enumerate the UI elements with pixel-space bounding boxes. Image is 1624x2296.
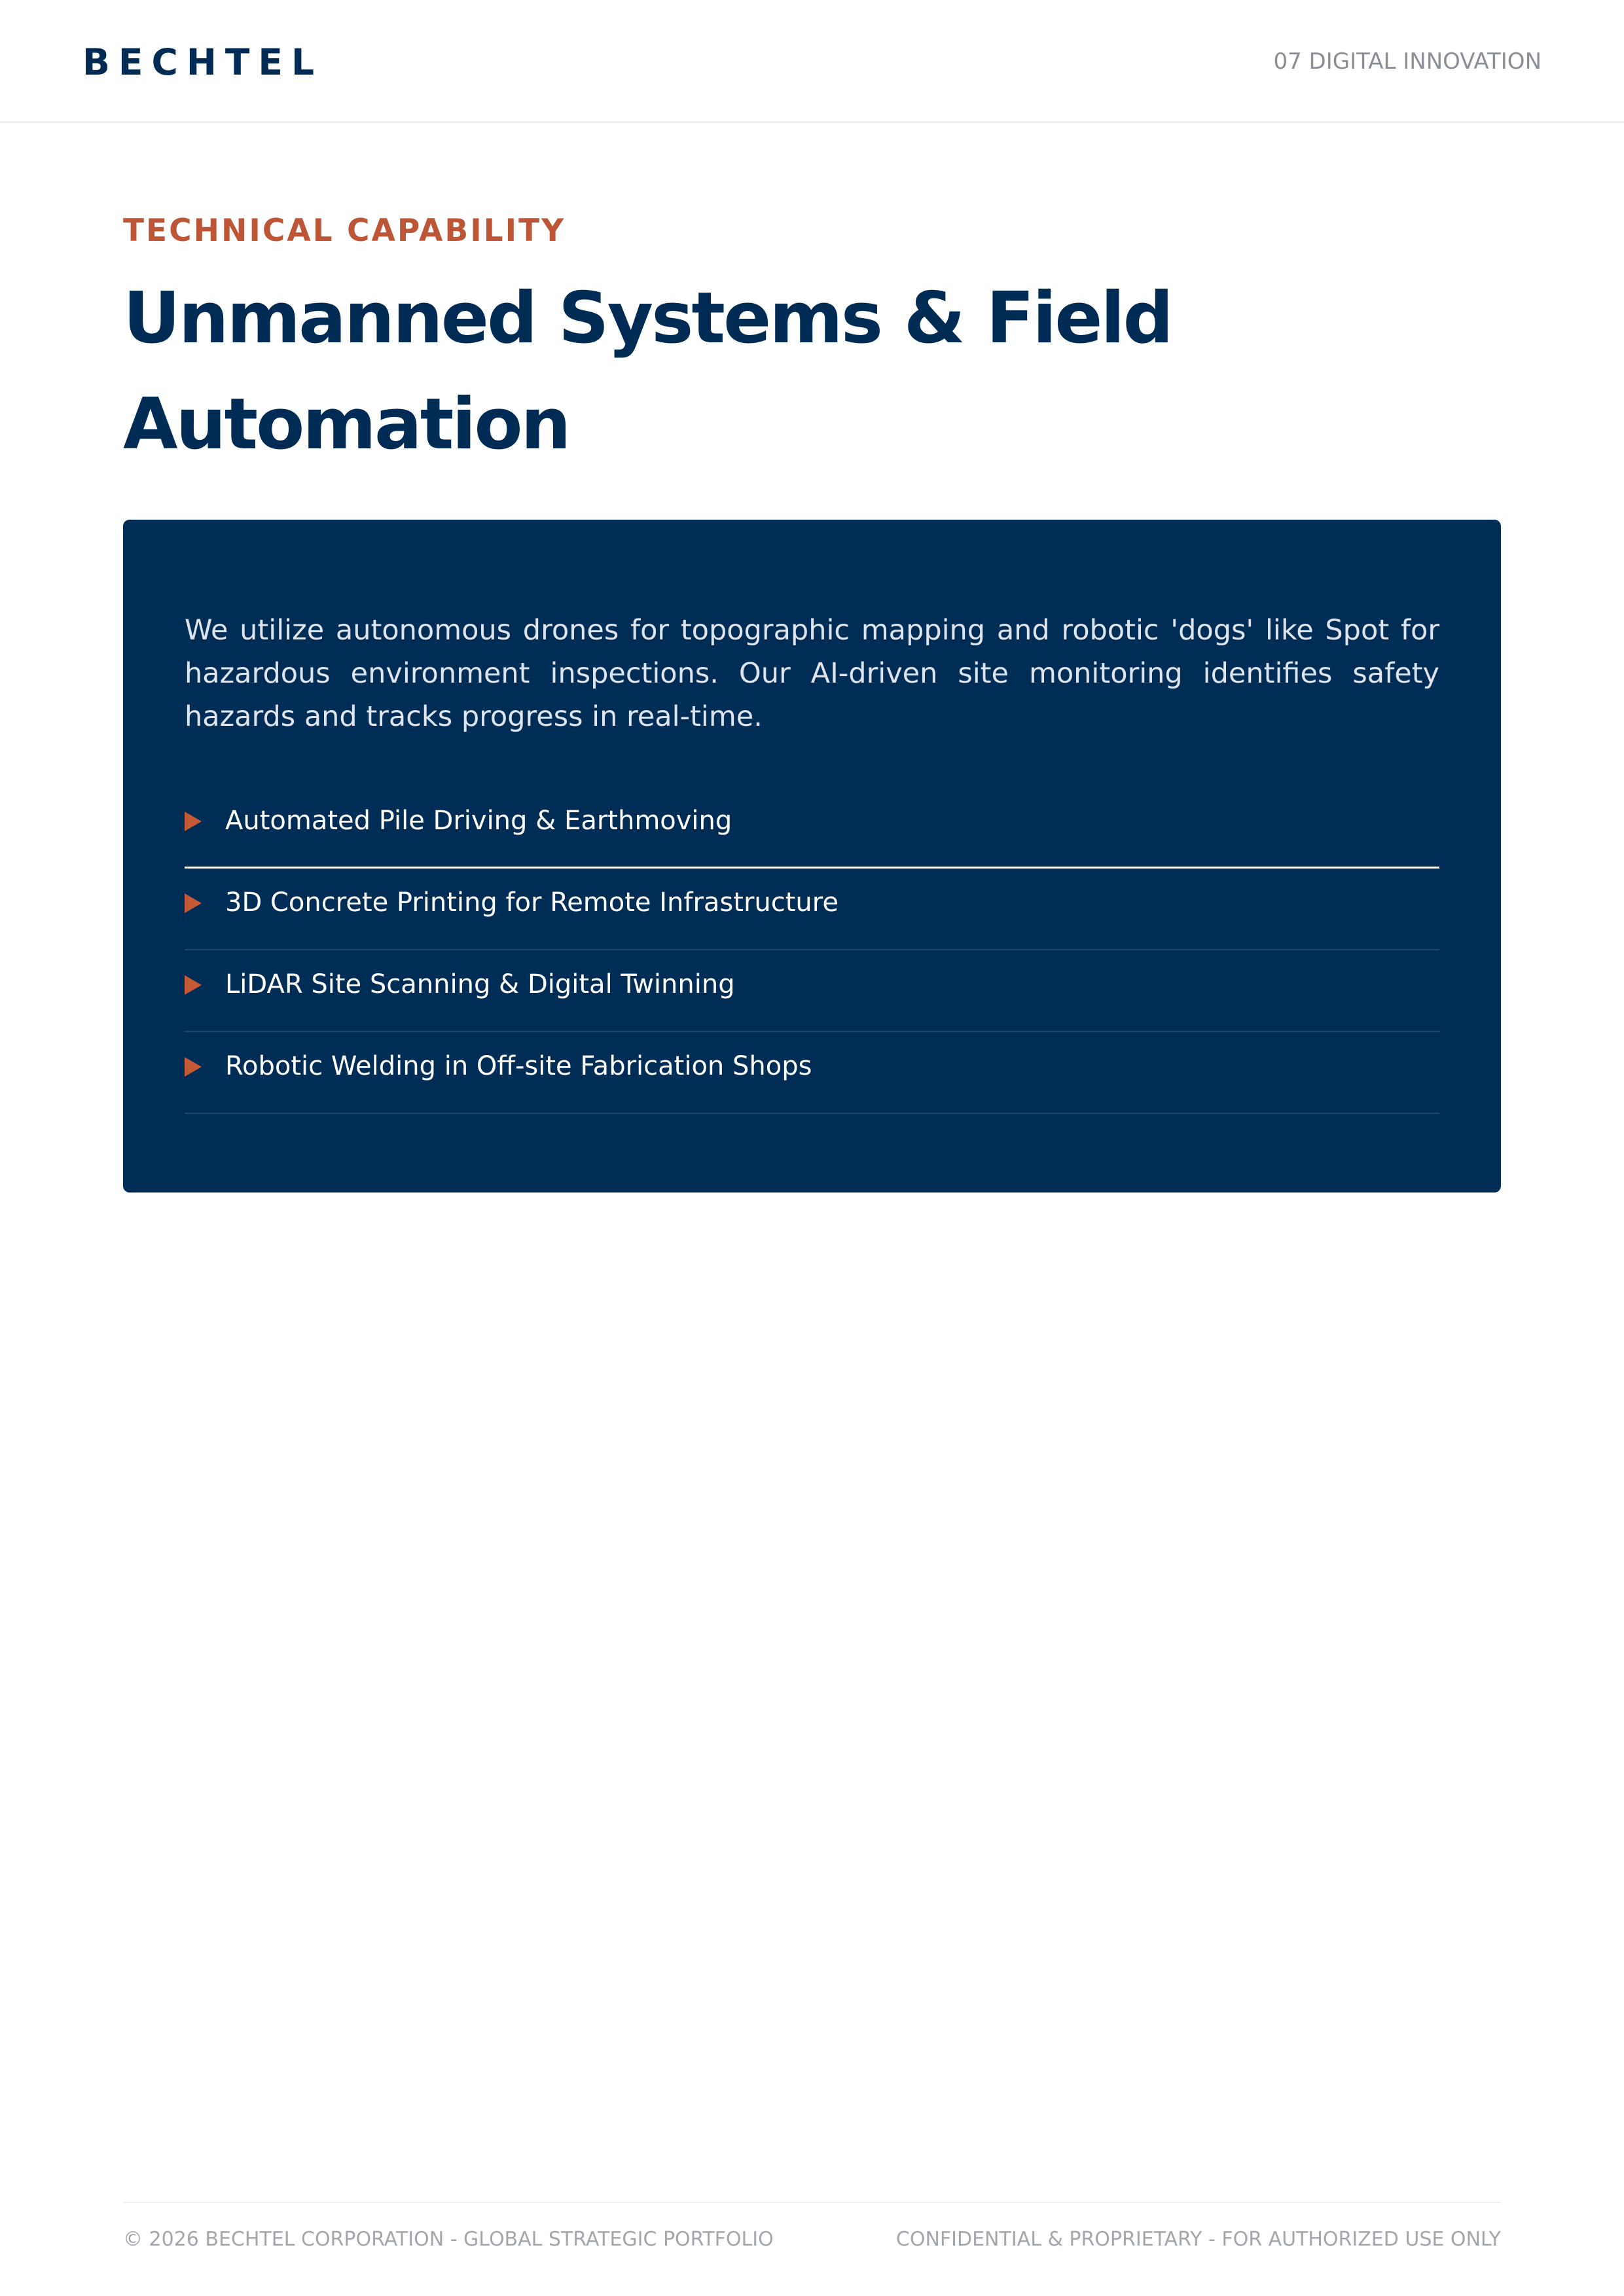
- list-item-label: 3D Concrete Printing for Remote Infrastructure: [225, 888, 839, 918]
- list-item-label: LiDAR Site Scanning & Digital Twinning: [225, 969, 735, 999]
- bechtel-logo: BECHTEL: [82, 41, 323, 83]
- footer-copyright: © 2026 BECHTEL CORPORATION - GLOBAL STRATEGIC PORTFOLIO: [123, 2228, 774, 2251]
- eyebrow-label: TECHNICAL CAPABILITY: [123, 213, 566, 249]
- page-title: Unmanned Systems & Field Automation: [123, 278, 1172, 465]
- footer-confidential: CONFIDENTIAL & PROPRIETARY - FOR AUTHORIZED USE ONLY: [895, 2228, 1501, 2251]
- capability-list: [185, 787, 1439, 1114]
- panel-description: We utilize autonomous drones for topographic mapping and robotic 'dogs' like Spot for hazardous environment inspections. Our AI-driven site monitoring identifies safety hazards and tracks progress in real-time.: [185, 614, 1439, 733]
- page-header: [0, 0, 1624, 123]
- capability-panel: [123, 520, 1501, 1193]
- section-label: 07 DIGITAL INNOVATION: [1273, 48, 1542, 75]
- triangle-right-icon: [185, 893, 202, 913]
- triangle-right-icon: [185, 975, 202, 995]
- list-item-label: Robotic Welding in Off-site Fabrication Shops: [225, 1051, 812, 1081]
- list-item: [185, 869, 1439, 950]
- triangle-right-icon: [185, 812, 202, 831]
- footer-divider: [123, 2202, 1501, 2203]
- list-item: [185, 787, 1439, 869]
- list-item: [185, 950, 1439, 1032]
- triangle-right-icon: [185, 1057, 202, 1077]
- list-item: [185, 1032, 1439, 1114]
- list-item-label: Automated Pile Driving & Earthmoving: [225, 806, 732, 836]
